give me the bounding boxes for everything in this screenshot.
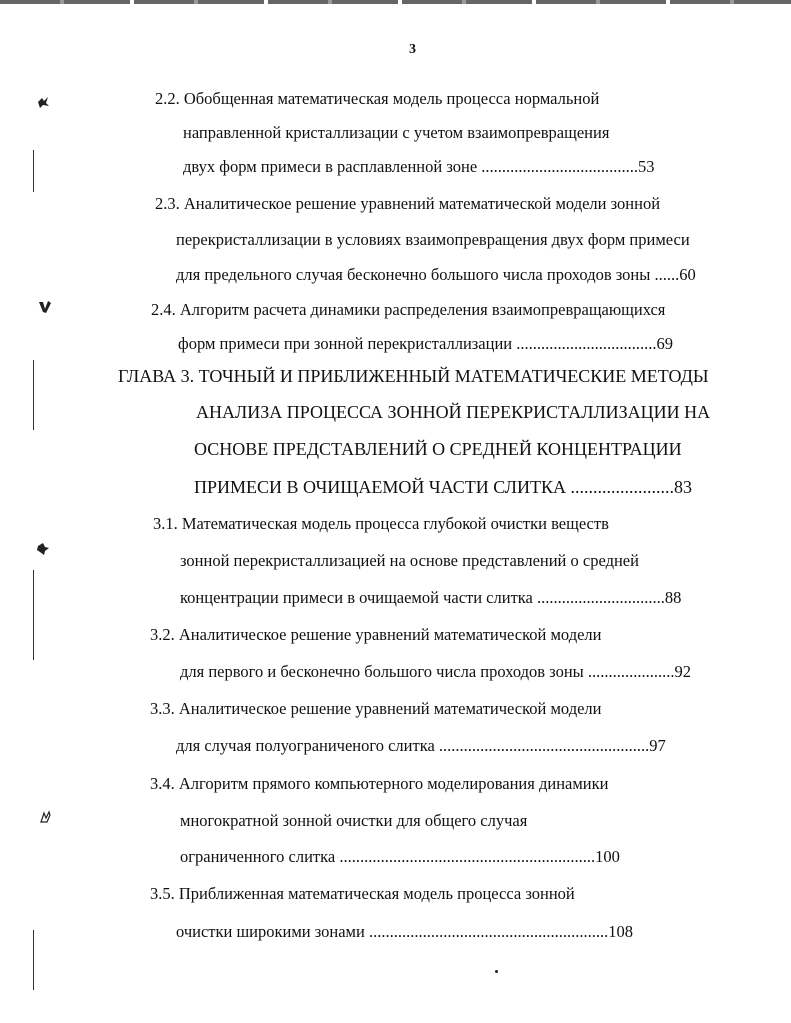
toc-entry-2-4-line-2: форм примеси при зонной перекристаллизации ..................................69: [178, 334, 673, 353]
toc-entry-2-3-line-3: для предельного случая бесконечно большого числа проходов зоны ......60: [176, 265, 696, 284]
toc-entry-3-4-line-2: многократной зонной очистки для общего случая: [180, 811, 528, 830]
scan-artifact-mark: [38, 810, 52, 824]
toc-entry-2-2-line-1: 2.2. Обобщенная математическая модель процесса нормальной: [155, 89, 600, 108]
scan-edge-line: [33, 930, 34, 990]
toc-entry-2-4-line-1: 2.4. Алгоритм расчета динамики распределения взаимопревращающихся: [151, 300, 666, 319]
chapter-3-title-line-1: ГЛАВА 3. ТОЧНЫЙ И ПРИБЛИЖЕННЫЙ МАТЕМАТИЧЕСКИЕ МЕТОДЫ: [118, 366, 709, 386]
toc-entry-3-2-line-1: 3.2. Аналитическое решение уравнений математической модели: [150, 625, 602, 644]
toc-entry-2-2-line-3: двух форм примеси в расплавленной зоне ......................................53: [183, 157, 655, 176]
toc-entry-2-3-line-2: перекристаллизации в условиях взаимопревращения двух форм примеси: [176, 230, 690, 249]
chapter-3-title-line-4: ПРИМЕСИ В ОЧИЩАЕМОЙ ЧАСТИ СЛИТКА .......................83: [194, 477, 692, 497]
toc-entry-2-2-line-2: направленной кристаллизации с учетом взаимопревращения: [183, 123, 610, 142]
toc-entry-3-1-line-1: 3.1. Математическая модель процесса глубокой очистки веществ: [153, 514, 609, 533]
toc-entry-3-1-line-3: концентрации примеси в очищаемой части слитка ...............................88: [180, 588, 682, 607]
scan-edge-line: [33, 150, 34, 192]
scan-edge-line: [33, 360, 34, 430]
scan-edge-line: [33, 570, 34, 660]
scan-dust-dot: [495, 970, 498, 973]
toc-entry-3-5-line-2: очистки широкими зонами ..........................................................108: [176, 922, 633, 941]
toc-entry-3-4-line-3: ограниченного слитка ..............................................................100: [180, 847, 620, 866]
toc-entry-3-1-line-2: зонной перекристаллизацией на основе представлений о средней: [180, 551, 639, 570]
toc-entry-3-3-line-2: для случая полуограниченого слитка ...................................................97: [176, 736, 666, 755]
scan-artifact-mark: [36, 95, 50, 109]
toc-entry-3-4-line-1: 3.4. Алгоритм прямого компьютерного моделирования динамики: [150, 774, 609, 793]
toc-entry-3-2-line-2: для первого и бесконечно большого числа проходов зоны .....................92: [180, 662, 691, 681]
toc-entry-2-3-line-1: 2.3. Аналитическое решение уравнений математической модели зонной: [155, 194, 661, 213]
chapter-3-title-line-2: АНАЛИЗА ПРОЦЕССА ЗОННОЙ ПЕРЕКРИСТАЛЛИЗАЦИИ НА: [196, 402, 711, 422]
scan-artifact-mark: [38, 300, 52, 314]
toc-entry-3-5-line-1: 3.5. Приближенная математическая модель процесса зонной: [150, 884, 575, 903]
scan-artifact-mark: [36, 542, 50, 556]
chapter-3-title-line-3: ОСНОВЕ ПРЕДСТАВЛЕНИЙ О СРЕДНЕЙ КОНЦЕНТРАЦИИ: [194, 439, 682, 459]
scan-top-border: [0, 0, 791, 4]
toc-entry-3-3-line-1: 3.3. Аналитическое решение уравнений математической модели: [150, 699, 602, 718]
page-number: 3: [409, 42, 416, 57]
